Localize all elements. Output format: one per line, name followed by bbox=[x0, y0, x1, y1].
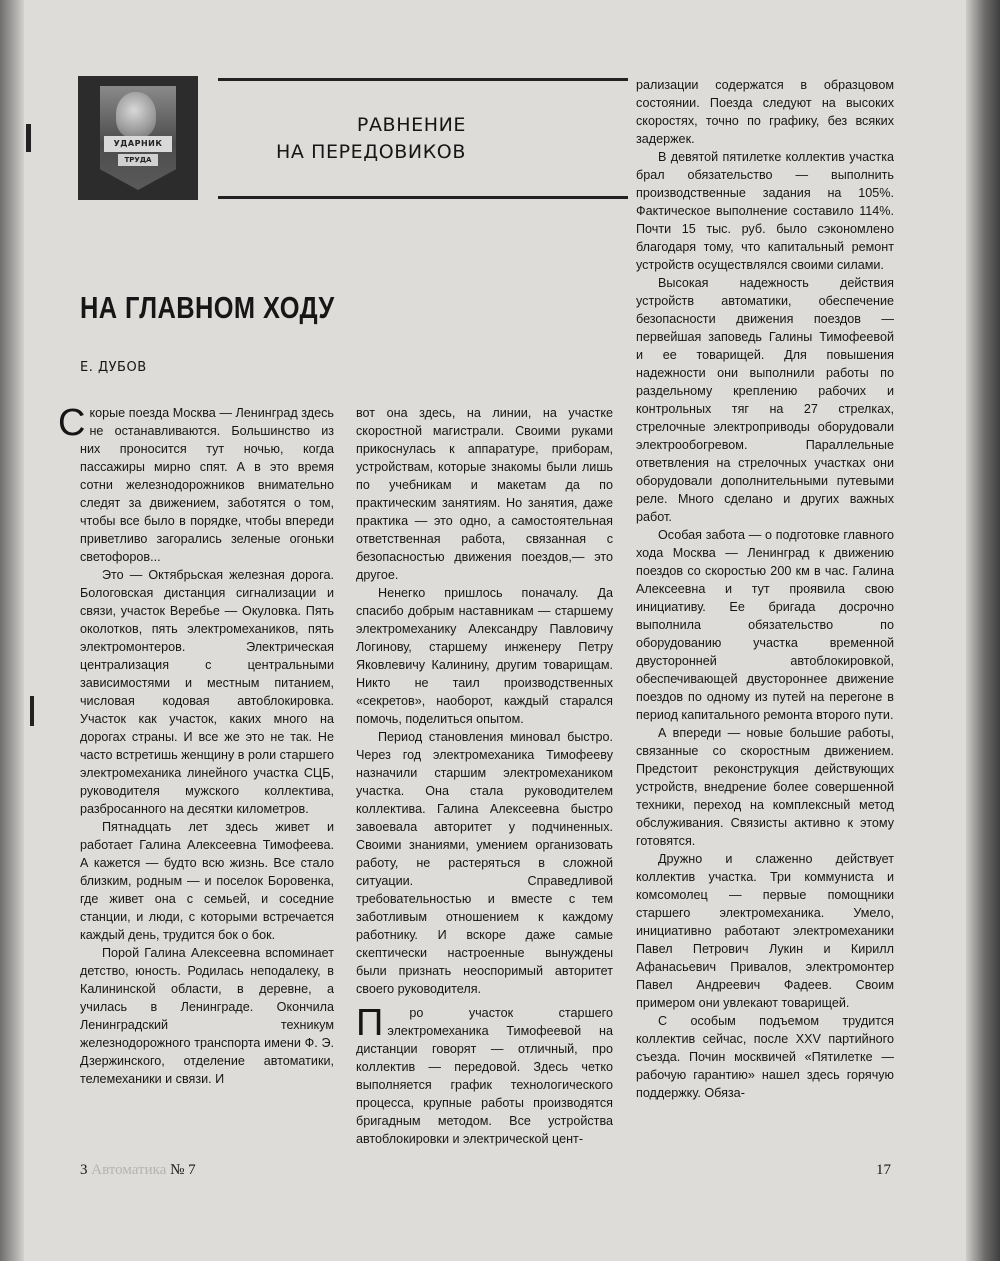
footer-number: 3 bbox=[80, 1162, 88, 1178]
paragraph: С особым подъемом трудится коллектив сейчас, после XXV партийного съезда. Почин москвичей «Пятилетке — рабочую гарантию» нашел здесь горячую поддержку. Обяза- bbox=[636, 1014, 894, 1100]
text-column-1 bbox=[58, 402, 334, 1088]
paragraph: Особая забота — о подготовке главного хода Москва — Ленинград к движению поездов со скоростью 200 км в час. Галина Алексеевна и тут проявила свою инициативу. Ее бригада досрочно выполнила обязательство по оборудованию участка временной двусторонней автоблокировкой, обеспечивающей двустороннее движение поездов по одному из путей на перегоне в период капитального ремонта второго пути. bbox=[636, 528, 894, 722]
paragraph: Это — Октябрьская железная дорога. Бологовская дистанция сигнализации и связи, участок Веребье — Окуловка. Пять околотков, пять электромехаников, пять электромонтеров. Электрическая централизация с центральными зависимостями и местным питанием, числовая кодовая автоблокировка. Участок как участок, каких много на дорогах страны. И все же это не так. Не часто встретишь женщину в роли старшего электромеханика линейного участка СЦБ, руководителя мужского коллектива, разбросанного на десятки километров. bbox=[80, 568, 334, 816]
scan-edge-mark bbox=[30, 696, 34, 726]
article-title: НА ГЛАВНОМ ХОДУ bbox=[80, 290, 335, 325]
rubric-bottom-rule bbox=[218, 196, 628, 199]
paragraph: В девятой пятилетке коллектив участка брал обязательство — выполнить производственные задания на 105%. Фактическое выполнение составило 114%. Почти 15 тыс. руб. было сэкономлено благодаря тому, что капитальный ремонт устройств осуществлялся своими силами. bbox=[636, 150, 894, 272]
paragraph-text: корые поезда Москва — Ленинград здесь не останавливаются. Большинство из них проносится тут ночью, когда пассажиры мирно спят. А в это время сотни железнодорожников внимательно следят за движением, заботятся о том, чтобы все было в порядке, чтобы впереди приветливо загорались зеленые огоньки светофоров... bbox=[80, 406, 334, 564]
paragraph: Высокая надежность действия устройств автоматики, обеспечение безопасности движения поездов — первейшая заповедь Галины Тимофеевой и ее товарищей. Для повышения надежности они выполнили работы по раздельному креплению рабочих и контрольных тяг на 27 стрелках, стрелочные электроприводы оборудовали электрообогревом. Параллельные ответвления на стрелочных участках они оборудовали дополнительными путевыми реле. Много сделано и других важных работ. bbox=[636, 276, 894, 524]
footer-issue-number: № 7 bbox=[170, 1162, 196, 1178]
emblem-portrait bbox=[116, 92, 156, 138]
paragraph: Дружно и слаженно действует коллектив участка. Три коммуниста и комсомолец — первые помощники старшего электромеханика. Умело, инициативно работают электромеханики Павел Петрович Лукин и Кирилл Афанасьевич Привалов, электромонтер Павел Андреевич Фадеев. Своим примером они увлекают товарищей. bbox=[636, 852, 894, 1010]
article-author: Е. ДУБОВ bbox=[80, 360, 147, 375]
paragraph bbox=[58, 402, 334, 566]
rubric-line-1: РАВНЕНИЕ bbox=[356, 114, 466, 136]
footer-magazine-issue bbox=[80, 1162, 196, 1179]
paragraph: Пятнадцать лет здесь живет и работает Галина Алексеевна Тимофеева. А кажется — будто всю жизнь. Все стало близким, родным — и поселок Боровенка, где живет она с семьей, и соседние станции, и люди, с которыми встречается каждый день, трудится бок о бок. bbox=[80, 820, 334, 942]
rubric-line-2: НА ПЕРЕДОВИКОВ bbox=[275, 141, 466, 163]
scan-right-edge bbox=[966, 0, 1000, 1261]
paragraph: Период становления миновал быстро. Через год электромеханика Тимофееву назначили старшим электромехаником участка. Она стала руководителем коллектива. Галина Алексеевна быстро завоевала авторитет у подчиненных. Своими знаниями, умением организовать работу, не растеряться в сложной ситуации. Справедливой требовательностью и вместе с тем заботливым отношением к каждому работнику. И вскоре даже самые скептически настроенные вынуждены были признать неоспоримый авторитет своего руководителя. bbox=[356, 730, 613, 996]
text-column-2 bbox=[356, 404, 613, 1148]
emblem-ribbon-text-2: ТРУДА bbox=[118, 154, 158, 166]
drop-cap: П bbox=[356, 1002, 384, 1044]
paragraph: Ненегко пришлось поначалу. Да спасибо добрым наставникам — старшему электромеханику Александру Павловичу Логинову, старшему инженеру Петру Яковлевичу Калинину, другим товарищам. Никто не таил производственных «секретов», наоборот, каждый старался помочь, поделиться опытом. bbox=[356, 586, 613, 726]
footer-magazine-name: Автоматика bbox=[91, 1162, 167, 1178]
emblem-ribbon-text: УДАРНИК bbox=[104, 136, 172, 152]
scan-left-edge bbox=[0, 0, 24, 1261]
paragraph: вот она здесь, на линии, на участке скоростной магистрали. Своими руками прикоснулась к аппаратуре, приборам, устройствам, которые знакомы были лишь по учебникам и макетам да по практическим занятиям. Но занятия, даже практика — это одно, а самостоятельная ответственная работа, связанная с безопасностью движения поездов,— это другое. bbox=[356, 406, 613, 582]
rubric-title bbox=[230, 112, 466, 166]
paragraph-text: ро участок старшего электромеханика Тимофеевой на дистанции говорят — отличный, про коллектив — передовой. Здесь четко выполняется график технологического процесса, крупные работы производятся бригадным методом. Все устройства автоблокировки и электрической цент- bbox=[356, 1006, 613, 1146]
paragraph: А впереди — новые большие работы, связанные со скоростным движением. Предстоит реконструкция действующих устройств, внедрение более совершенной техники, переход на комплексный метод обслуживания. Связисты активно к этому готовятся. bbox=[636, 726, 894, 848]
text-column-3 bbox=[636, 76, 894, 1102]
scan-edge-mark bbox=[26, 124, 31, 152]
page-number: 17 bbox=[876, 1162, 891, 1178]
udarnik-truda-emblem bbox=[78, 76, 198, 200]
rubric-top-rule bbox=[218, 78, 628, 81]
drop-cap: С bbox=[58, 402, 86, 444]
paragraph: Порой Галина Алексеевна вспоминает детство, юность. Родилась неподалеку, в Калининской области, в деревне, а училась в Ленинграде. Окончила Ленинградский техникум железнодорожного транспорта имени Ф. Э. Дзержинского, отделение автоматики, телемеханики и связи. И bbox=[80, 946, 334, 1086]
paragraph: рализации содержатся в образцовом состоянии. Поезда следуют на высоких скоростях, точно по графику, без всяких задержек. bbox=[636, 78, 894, 146]
paragraph bbox=[356, 1004, 613, 1148]
